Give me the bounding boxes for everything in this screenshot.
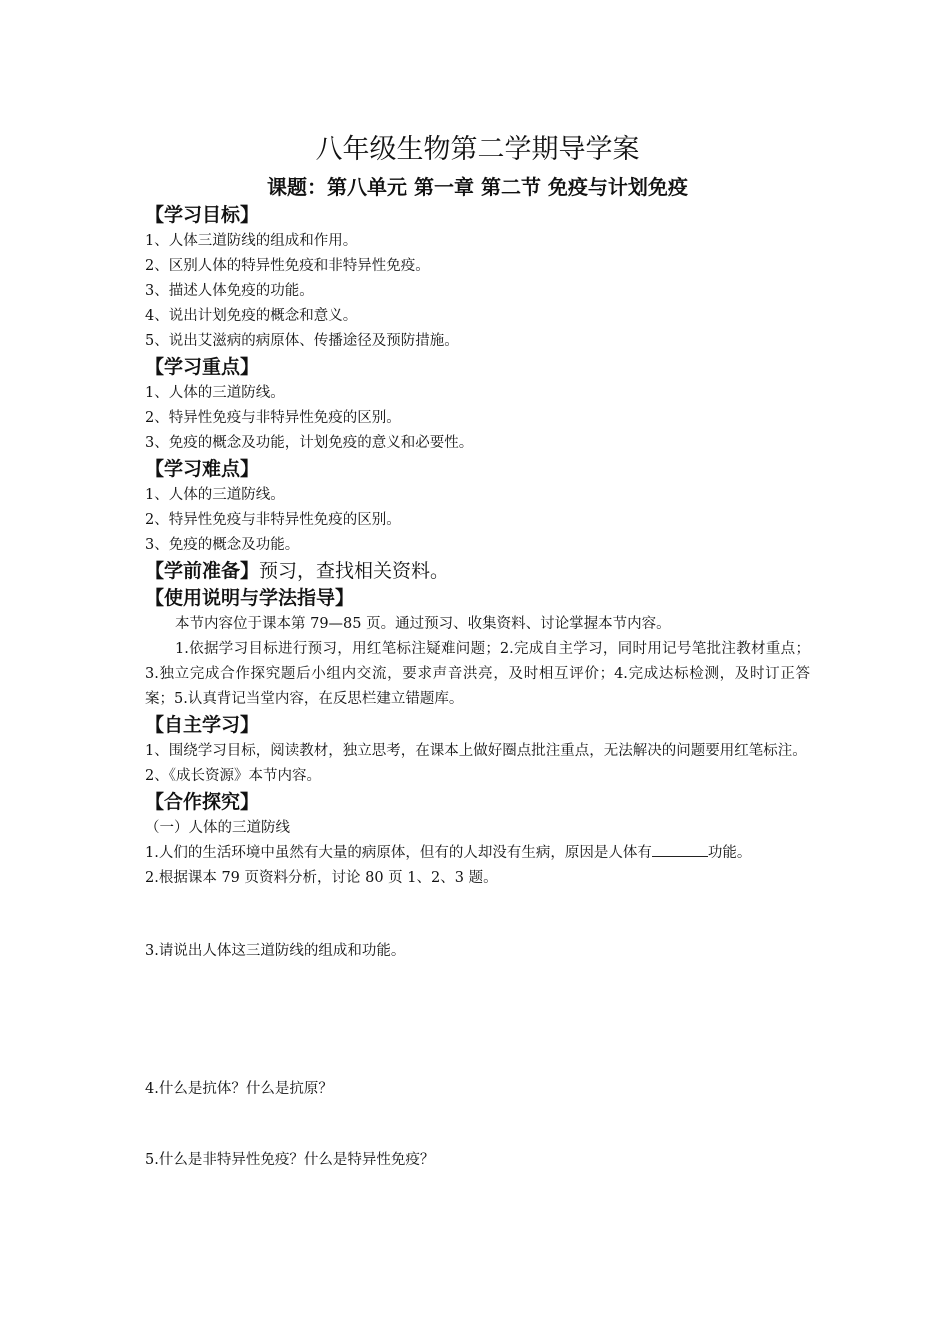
key-point-item: 2、特异性免疫与非特异性免疫的区别。 <box>145 410 401 426</box>
guidance-section <box>145 585 810 712</box>
self-study-paragraph: 1、围绕学习目标，阅读教材，独立思考，在课本上做好圈点批注重点，无法解决的问题要用红笔标注。 <box>145 743 807 759</box>
goal-item: 5、说出艾滋病的病原体、传播途径及预防措施。 <box>145 333 459 349</box>
goal-item: 2、区别人体的特异性免疫和非特异性免疫。 <box>145 258 430 274</box>
document-body <box>145 128 810 1173</box>
key-points-heading: 【学习重点】 <box>145 356 260 378</box>
key-points-section <box>145 354 810 456</box>
guidance-heading: 【使用说明与学法指导】 <box>145 587 355 609</box>
goal-item: 3、描述人体免疫的功能。 <box>145 283 314 299</box>
guidance-paragraph: 1.依据学习目标进行预习，用红笔标注疑难问题；2.完成自主学习，同时用记号笔批注教材重点；3.独立完成合作探究题后小组内交流，要求声音洪亮，及时相互评价；4.完成达标检测，及时订正答案；5.认真背记当堂内容，在反思栏建立错题库。 <box>145 641 810 707</box>
preparation-heading-label: 【学前准备】 <box>145 560 260 582</box>
key-point-item: 1、人体的三道防线。 <box>145 385 285 401</box>
goal-item: 1、人体三道防线的组成和作用。 <box>145 233 358 249</box>
preparation-heading <box>145 558 810 585</box>
self-study-heading: 【自主学习】 <box>145 714 260 736</box>
question-1-tail: 功能。 <box>707 845 752 861</box>
guidance-paragraph: 本节内容位于课本第 79—85 页。通过预习、收集资料、讨论掌握本节内容。 <box>175 616 671 632</box>
question-3: 3.请说出人体这三道防线的组成和功能。 <box>145 943 406 959</box>
question-4: 4.什么是抗体？什么是抗原？ <box>145 1081 333 1097</box>
goal-item: 4、说出计划免疫的概念和意义。 <box>145 308 358 324</box>
lesson-subtitle: 课题：第八单元 第一章 第二节 免疫与计划免疫 <box>267 175 688 199</box>
question-2: 2.根据课本 79 页资料分析，讨论 80 页 1、2、3 题。 <box>145 870 498 886</box>
question-1-text: 1.人们的生活环境中虽然有大量的病原体，但有的人却没有生病，原因是人体有 <box>145 845 652 861</box>
preparation-text: 预习，查找相关资料。 <box>259 560 450 582</box>
self-study-paragraph: 2、《成长资源》本节内容。 <box>145 768 321 784</box>
cooperation-heading: 【合作探究】 <box>145 791 260 813</box>
page-title: 八年级生物第二学期导学案 <box>315 134 640 165</box>
learning-goals-section <box>145 202 810 354</box>
self-study-section <box>145 712 810 789</box>
difficult-point-item: 2、特异性免疫与非特异性免疫的区别。 <box>145 512 401 528</box>
answer-blank[interactable] <box>652 841 708 857</box>
difficult-points-section <box>145 456 810 558</box>
learning-goals-heading: 【学习目标】 <box>145 204 260 226</box>
cooperation-section <box>145 789 810 1173</box>
question-5: 5.什么是非特异性免疫？什么是特异性免疫？ <box>145 1152 435 1168</box>
cooperation-subheading: （一）人体的三道防线 <box>145 820 290 836</box>
difficult-point-item: 1、人体的三道防线。 <box>145 487 285 503</box>
question-1 <box>145 841 810 866</box>
difficult-points-heading: 【学习难点】 <box>145 458 260 480</box>
difficult-point-item: 3、免疫的概念及功能。 <box>145 537 300 553</box>
key-point-item: 3、免疫的概念及功能，计划免疫的意义和必要性。 <box>145 435 474 451</box>
preparation-section <box>145 558 810 585</box>
